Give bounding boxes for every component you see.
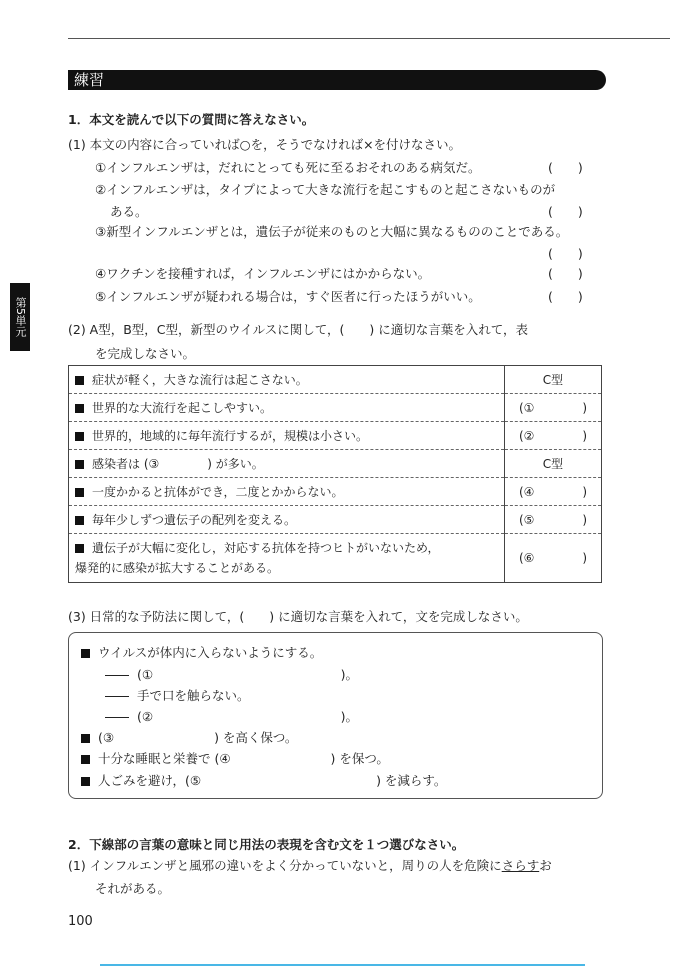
row-answer-blank[interactable]: (① ) <box>505 394 602 422</box>
answer-paren-4[interactable]: ( ) <box>548 266 583 281</box>
bullet-square-icon <box>81 734 90 743</box>
bullet-square-icon <box>75 460 84 469</box>
row-answer-blank[interactable]: (② ) <box>505 422 602 450</box>
answer-paren-3[interactable]: ( ) <box>548 246 583 261</box>
row-answer-blank[interactable]: (⑥ ) <box>505 534 602 583</box>
bullet-square-icon <box>81 755 90 764</box>
prevention-line: ウイルスが体内に入らないようにする。 <box>98 645 323 660</box>
bottom-divider <box>100 964 585 966</box>
bullet-square-icon <box>81 649 90 658</box>
virus-type-table <box>68 365 602 583</box>
answer-paren-1[interactable]: ( ) <box>548 160 583 175</box>
bullet-square-icon <box>75 432 84 441</box>
q2-item-1-text-end: お <box>539 858 552 873</box>
table-row <box>69 366 602 394</box>
bullet-square-icon <box>75 488 84 497</box>
bullet-square-icon <box>75 544 84 553</box>
table-row <box>69 422 602 450</box>
bullet-square-icon <box>81 777 90 786</box>
statement-1: ①インフルエンザは，だれにとっても死に至るおそれのある病気だ。 <box>95 160 481 175</box>
table-row <box>69 450 602 478</box>
bullet-square-icon <box>75 376 84 385</box>
prevention-box <box>68 632 603 799</box>
q2-item-1 <box>68 856 552 874</box>
row-answer-blank[interactable]: (④ ) <box>505 478 602 506</box>
prevention-blank-1[interactable]: (① )。 <box>137 667 358 682</box>
row-answer: C型 <box>505 366 602 394</box>
section-banner <box>68 70 606 90</box>
q1-sub1-prompt: (1) 本文の内容に合っていれば○を，そうでなければ×を付けなさい。 <box>68 137 462 152</box>
q1-heading: 1．本文を読んで以下の質問に答えなさい。 <box>68 112 315 127</box>
bullet-square-icon <box>75 516 84 525</box>
table-row <box>69 394 602 422</box>
answer-paren-5[interactable]: ( ) <box>548 289 583 304</box>
q2-item-1-cont: それがある。 <box>95 881 171 896</box>
row-desc: 感染者は (③ ) が多い。 <box>92 457 264 471</box>
table-row <box>69 478 602 506</box>
statement-2-cont: ある。 <box>110 204 148 219</box>
row-desc: 世界的，地域的に毎年流行するが，規模は小さい。 <box>92 429 369 443</box>
q2-heading: 2．下線部の言葉の意味と同じ用法の表現を含む文を１つ選びなさい。 <box>68 837 465 852</box>
page-number: 100 <box>68 914 93 929</box>
prevention-line: 手で口を触らない。 <box>137 688 250 703</box>
statement-2: ②インフルエンザは，タイプによって大きな流行を起こすものと起こさないものが <box>95 182 556 197</box>
statement-3: ③新型インフルエンザとは，遺伝子が従来のものと大幅に異なるもののことである。 <box>95 224 569 239</box>
answer-paren-2[interactable]: ( ) <box>548 204 583 219</box>
prevention-blank-3[interactable]: (③ ) を高く保つ。 <box>98 730 298 745</box>
q1-sub2-prompt-cont: を完成しなさい。 <box>95 346 196 361</box>
section-title: 練習 <box>74 71 105 89</box>
statement-5: ⑤インフルエンザが疑われる場合は，すぐ医者に行ったほうがいい。 <box>95 289 481 304</box>
row-answer-blank[interactable]: (⑤ ) <box>505 506 602 534</box>
row-desc: 世界的な大流行を起こしやすい。 <box>92 401 273 415</box>
dash-icon <box>105 717 129 718</box>
row-desc: 一度かかると抗体ができ，二度とかからない。 <box>92 485 344 499</box>
row-answer: C型 <box>505 450 602 478</box>
q1-sub2-prompt: (2) A型，B型，C型，新型のウイルスに関して，( ) に適切な言葉を入れて，表 <box>68 322 529 337</box>
unit-side-tab: 第5単元 <box>10 283 30 351</box>
row-desc: 症状が軽く，大きな流行は起こさない。 <box>92 373 308 387</box>
prevention-blank-2[interactable]: (② )。 <box>137 709 358 724</box>
prevention-blank-4[interactable]: 十分な睡眠と栄養で (④ ) を保つ。 <box>98 751 389 766</box>
row-desc: 遺伝子が大幅に変化し，対応する抗体を持つヒトがいないため， <box>92 541 440 555</box>
dash-icon <box>105 675 129 676</box>
row-desc-cont: 爆発的に感染が拡大することがある。 <box>75 561 280 575</box>
underlined-word: さらす <box>501 858 540 873</box>
q2-item-1-text: (1) インフルエンザと風邪の違いをよく分かっていないと，周りの人を危険に <box>68 858 502 873</box>
row-desc: 毎年少しずつ遺伝子の配列を変える。 <box>92 513 297 527</box>
statement-4: ④ワクチンを接種すれば，インフルエンザにはかからない。 <box>95 266 431 281</box>
table-row <box>69 534 602 583</box>
q1-sub3-prompt: (3) 日常的な予防法に関して，( ) に適切な言葉を入れて，文を完成しなさい。 <box>68 609 528 624</box>
dash-icon <box>105 696 129 697</box>
table-row <box>69 506 602 534</box>
top-rule <box>68 38 670 39</box>
prevention-blank-5[interactable]: 人ごみを避け，(⑤ ) を減らす。 <box>98 773 447 788</box>
bullet-square-icon <box>75 404 84 413</box>
